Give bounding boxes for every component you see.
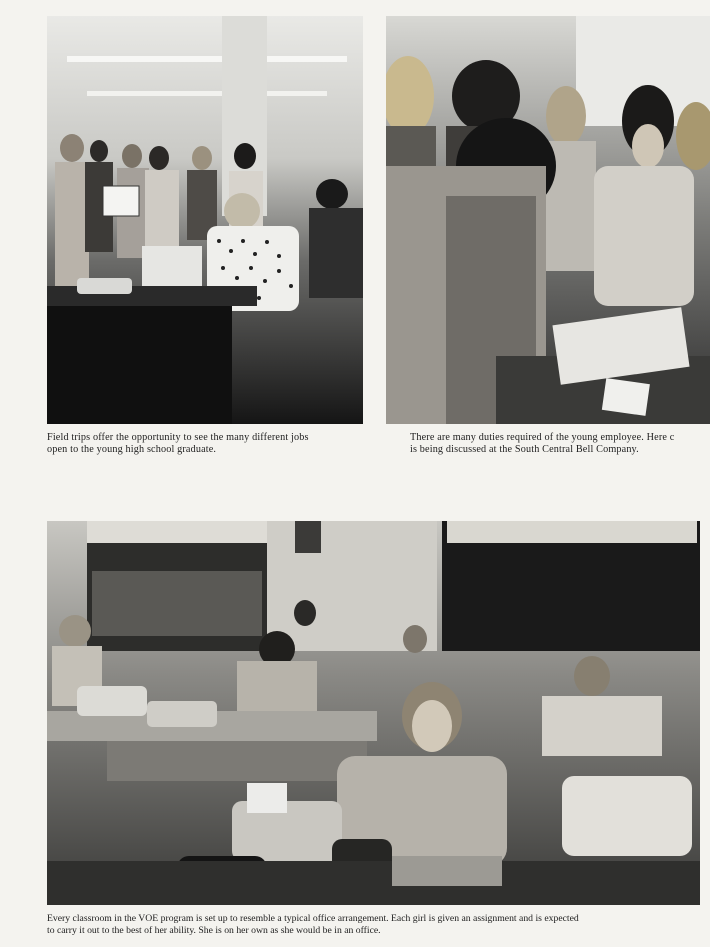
bell-company-image	[386, 16, 710, 424]
caption-line: Field trips offer the opportunity to see the many different jobs	[47, 432, 309, 443]
bell-company-caption	[410, 432, 710, 455]
field-trip-image	[47, 16, 363, 424]
caption-line: to carry it out to the best of her ability. She is on her own as she would be in an office.	[47, 924, 381, 936]
voe-classroom-caption	[47, 913, 707, 936]
caption-line: open to the young high school graduate.	[47, 443, 217, 455]
field-trip-caption	[47, 432, 367, 455]
voe-classroom-photo	[47, 521, 700, 905]
field-trip-photo	[47, 16, 363, 424]
caption-line: There are many duties required of the young employee. Here c	[410, 432, 675, 443]
bell-company-photo	[386, 16, 710, 424]
voe-classroom-image	[47, 521, 700, 905]
caption-line: is being discussed at the South Central Bell Company.	[410, 443, 639, 455]
caption-line: Every classroom in the VOE program is set up to resemble a typical office arrangement. Each girl is given an assignment and is expected	[47, 913, 579, 924]
